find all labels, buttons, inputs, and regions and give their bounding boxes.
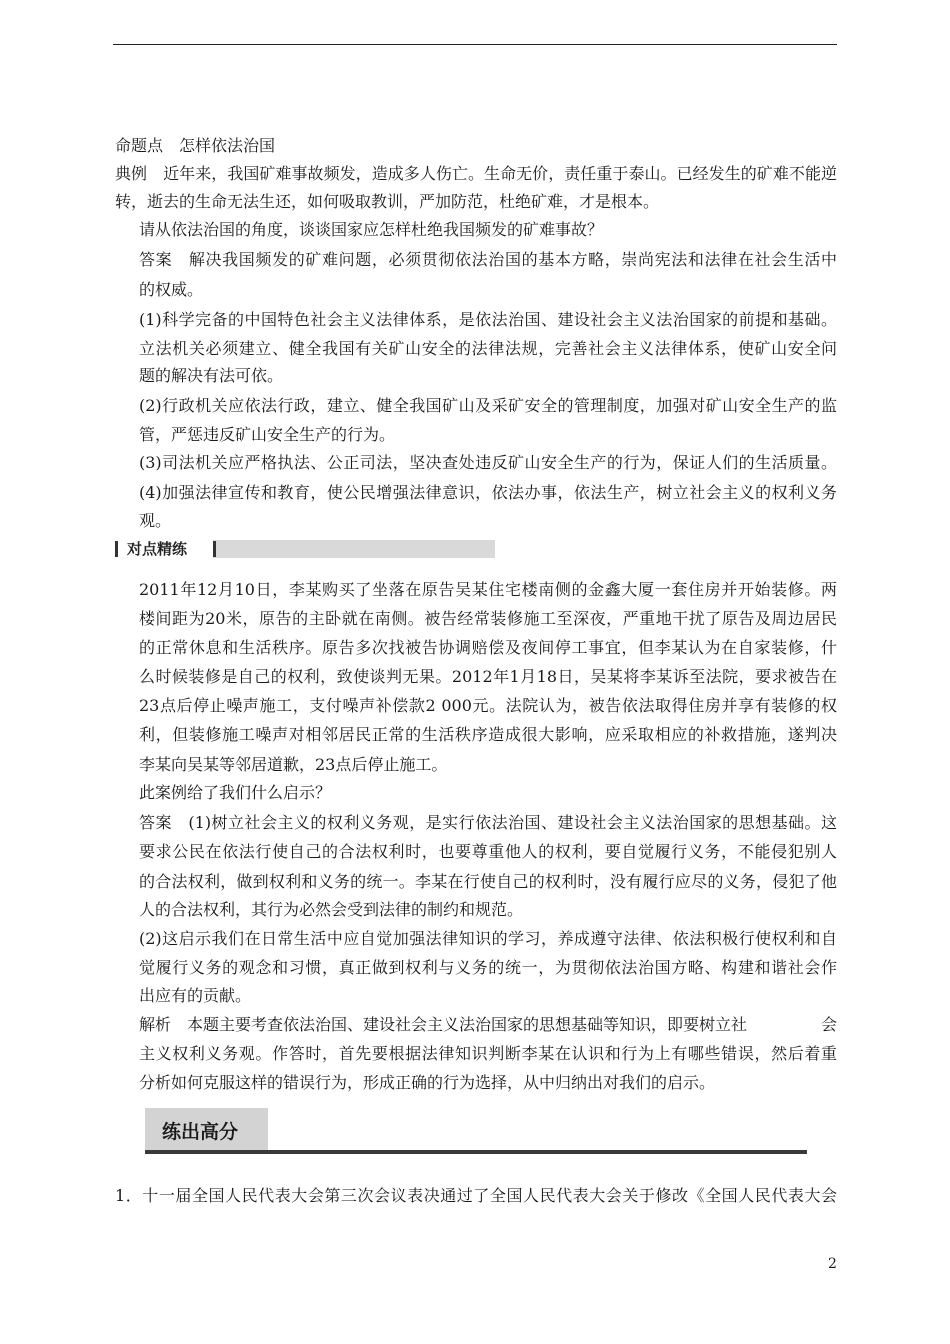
- example-text: 典例 近年来，我国矿难事故频发，造成多人伤亡。生命无价，责任重于泰山。已经发生的矿难不能逆: [115, 164, 837, 183]
- practice-question: 此案例给了我们什么启示？: [139, 783, 332, 802]
- practice-answer-2: 出应有的贡献。: [139, 986, 252, 1005]
- answer-point-2: (2)行政机关应依法行政，建立、健全我国矿山及采矿安全的管理制度，加强对矿山安全生产的监: [139, 396, 837, 415]
- analysis-text: 会: [821, 1015, 838, 1034]
- practice-answer: 人的合法权利，其行为必然会受到法律的制约和规范。: [139, 900, 524, 919]
- case-text: 的正常休息和生活秩序。原告多次找被告协调赔偿及夜间停工事宜，但李某认为在自家装修，什: [139, 638, 837, 657]
- page-number: 2: [828, 1256, 837, 1272]
- question-1: 1．十一届全国人民代表大会第三次会议表决通过了全国人民代表大会关于修改《全国人民代表大会: [115, 1186, 837, 1205]
- answer-point-4: 观。: [139, 511, 172, 530]
- analysis-text: 主义权利义务观。作答时，首先要根据法律知识判断李某在认识和行为上有哪些错误，然后着重: [139, 1044, 837, 1063]
- section-header-practice: [115, 540, 495, 558]
- section-title: 对点精练: [115, 540, 213, 558]
- case-text: 李某向吴某等邻居道歉，23点后停止施工。: [139, 755, 448, 774]
- practice-answer: 答案 (1)树立社会主义的权利义务观，是实行依法治国、建设社会主义法治国家的思想基础。这: [139, 813, 837, 832]
- answer-point-1: 立法机关必须建立、健全我国有关矿山安全的法律法规，完善社会主义法律体系，使矿山安全问: [139, 339, 837, 358]
- section-left-mark: [115, 541, 118, 557]
- practice-answer-2: 觉履行义务的观念和习惯，真正做到权利与义务的统一，为贯彻依法治国方略、构建和谐社会作: [139, 958, 837, 977]
- lianchu-heading: 练出高分: [162, 1121, 239, 1143]
- header-rule: [113, 44, 837, 45]
- analysis-text: 解析 本题主要考查依法治国、建设社会主义法治国家的思想基础等知识，即要树立社: [139, 1015, 748, 1034]
- answer-text: 的权威。: [139, 280, 204, 299]
- case-text: 利，但装修施工噪声对相邻居民正常的生活秩序造成很大影响，应采取相应的补救措施，遂判决: [139, 725, 837, 744]
- analysis-text: 分析如何克服这样的错误行为，形成正确的行为选择，从中归纳出对我们的启示。: [139, 1073, 716, 1092]
- answer-point-1: 题的解决有法可依。: [139, 366, 284, 385]
- practice-answer: 的合法权利，做到权利和义务的统一。李某在行使自己的权利时，没有履行应尽的义务，侵犯了他: [139, 872, 837, 891]
- answer-text: 答案 解决我国频发的矿难问题，必须贯彻依法治国的基本方略，崇尚宪法和法律在社会生活中: [139, 250, 837, 269]
- topic-heading: 命题点 怎样依法治国: [115, 136, 276, 155]
- case-text: 2011年12月10日，李某购买了坐落在原告吴某住宅楼南侧的金鑫大厦一套住房并开始装修。两: [139, 580, 837, 599]
- lianchu-rule: [145, 1150, 807, 1154]
- practice-answer: 要求公民在依法行使自己的合法权利时，也要尊重他人的权利，要自觉履行义务，不能侵犯别人: [139, 842, 837, 861]
- answer-point-3: (3)司法机关应严格执法、公正司法，坚决查处违反矿山安全生产的行为，保证人们的生活质量。: [139, 453, 837, 472]
- case-text: 楼间距为20米，原告的主卧就在南侧。被告经常装修施工至深夜，严重地干扰了原告及周边居民: [139, 609, 837, 628]
- answer-point-1: (1)科学完备的中国特色社会主义法律体系，是依法治国、建设社会主义法治国家的前提和基础。: [139, 310, 837, 329]
- example-text: 转，逝去的生命无法生还，如何吸取教训，严加防范，杜绝矿难，才是根本。: [115, 192, 660, 211]
- practice-answer-2: (2)这启示我们在日常生活中应自觉加强法律知识的学习，养成遵守法律、依法积极行使权利和自: [139, 929, 837, 948]
- answer-point-4: (4)加强法律宣传和教育，使公民增强法律意识，依法办事，依法生产，树立社会主义的权利义务: [139, 483, 837, 502]
- example-question: 请从依法治国的角度，谈谈国家应怎样杜绝我国频发的矿难事故？: [139, 220, 604, 239]
- answer-point-2: 管，严惩违反矿山安全生产的行为。: [139, 425, 396, 444]
- case-text: 么时候装修是自己的权利，致使谈判无果。2012年1月18日，吴某将李某诉至法院，要求被告在: [139, 667, 837, 686]
- section-right-mark: [213, 541, 216, 557]
- case-text: 23点后停止噪声施工，支付噪声补偿款2 000元。法院认为，被告依法取得住房并享有装修的权: [139, 696, 837, 715]
